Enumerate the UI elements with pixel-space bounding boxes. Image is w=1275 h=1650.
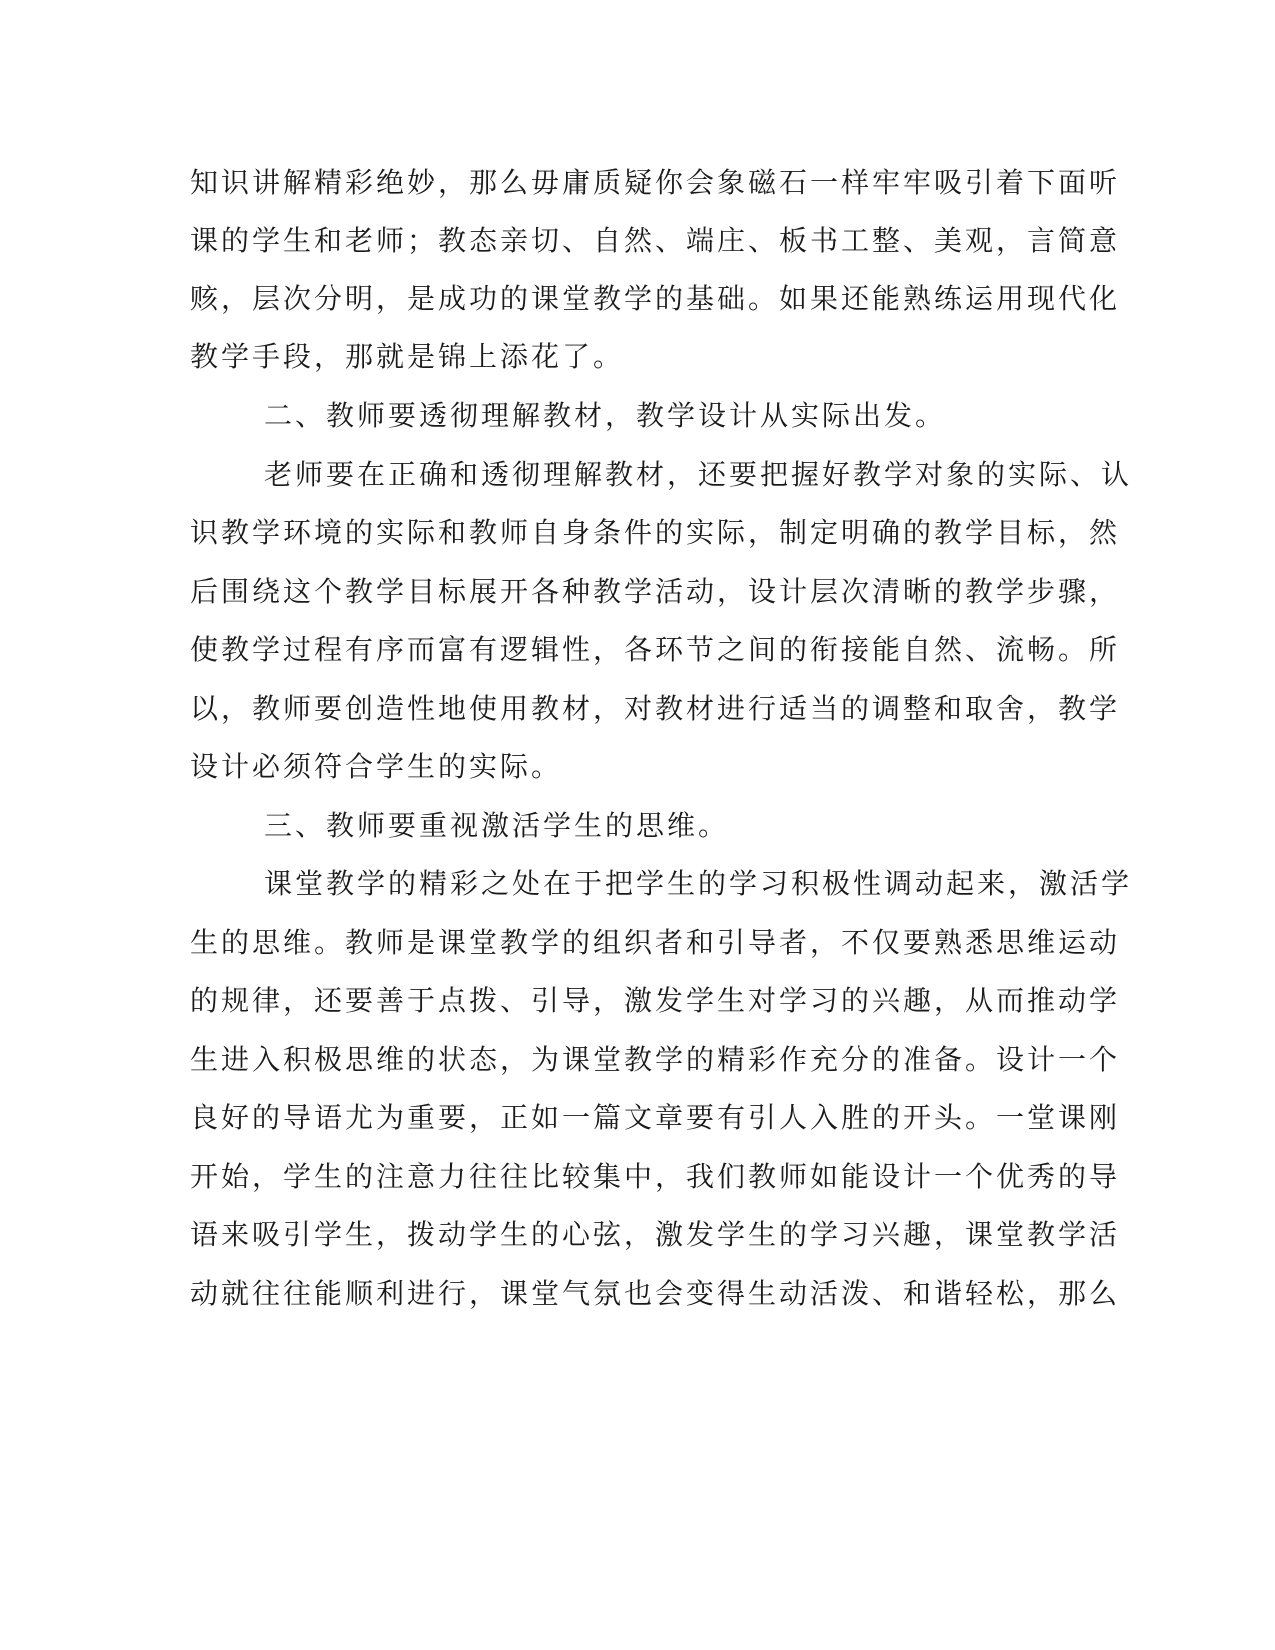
paragraph-line: 后围绕这个教学目标展开各种教学活动，设计层次清晰的教学步骤， bbox=[190, 575, 1121, 608]
paragraph-line: 生的思维。教师是课堂教学的组织者和引导者，不仅要熟悉思维运动 bbox=[190, 926, 1121, 959]
paragraph-line: 课堂教学的精彩之处在于把学生的学习积极性调动起来，激活学 bbox=[264, 867, 1133, 900]
paragraph-line: 老师要在正确和透彻理解教材，还要把握好教学对象的实际、认 bbox=[264, 458, 1133, 491]
paragraph-line: 开始，学生的注意力往往比较集中，我们教师如能设计一个优秀的导 bbox=[190, 1160, 1121, 1193]
paragraph-line: 语来吸引学生，拨动学生的心弦，激发学生的学习兴趣，课堂教学活 bbox=[190, 1218, 1121, 1251]
paragraph-line: 良好的导语尤为重要，正如一篇文章要有引人入胜的开头。一堂课刚 bbox=[190, 1101, 1121, 1134]
paragraph-line: 赅，层次分明，是成功的课堂教学的基础。如果还能熟练运用现代化 bbox=[190, 282, 1121, 315]
section-heading: 三、教师要重视激活学生的思维。 bbox=[264, 809, 730, 842]
paragraph-line: 以，教师要创造性地使用教材，对教材进行适当的调整和取舍，教学 bbox=[190, 692, 1121, 725]
paragraph-line: 课的学生和老师；教态亲切、自然、端庄、板书工整、美观，言简意 bbox=[190, 224, 1121, 257]
paragraph-line: 使教学过程有序而富有逻辑性，各环节之间的衔接能自然、流畅。所 bbox=[190, 633, 1121, 666]
paragraph-line: 识教学环境的实际和教师自身条件的实际，制定明确的教学目标，然 bbox=[190, 516, 1121, 549]
paragraph-line: 教学手段，那就是锦上添花了。 bbox=[190, 340, 625, 373]
paragraph-line: 知识讲解精彩绝妙，那么毋庸质疑你会象磁石一样牢牢吸引着下面听 bbox=[190, 166, 1121, 199]
section-heading: 二、教师要透彻理解教材，教学设计从实际出发。 bbox=[264, 399, 947, 432]
paragraph-line: 生进入积极思维的状态，为课堂教学的精彩作充分的准备。设计一个 bbox=[190, 1043, 1121, 1076]
paragraph-line: 的规律，还要善于点拨、引导，激发学生对学习的兴趣，从而推动学 bbox=[190, 984, 1121, 1017]
paragraph-line: 动就往往能顺利进行，课堂气氛也会变得生动活泼、和谐轻松，那么 bbox=[190, 1277, 1121, 1310]
paragraph-line: 设计必须符合学生的实际。 bbox=[190, 750, 563, 783]
